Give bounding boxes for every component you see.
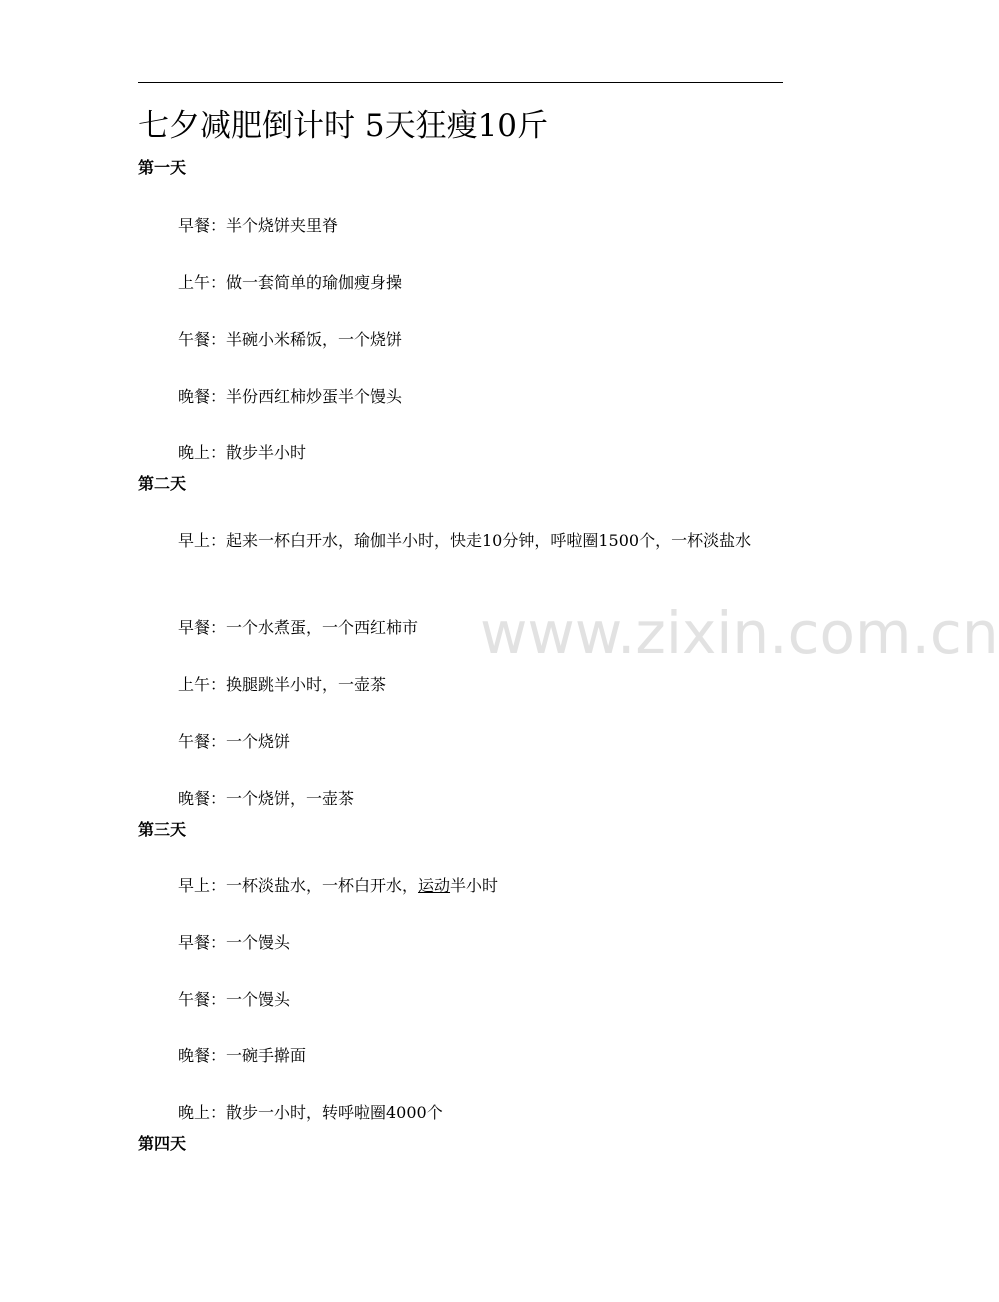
schedule-entry: 晚餐：一个烧饼，一壶茶 <box>178 789 355 808</box>
schedule-entry <box>138 871 783 900</box>
schedule-entry: 上午：换腿跳半小时，一壶茶 <box>178 675 387 694</box>
schedule-entry: 午餐：一个烧饼 <box>178 732 291 751</box>
schedule-entry: 晚餐：半份西红柿炒蛋半个馒头 <box>178 387 403 406</box>
schedule-entry: 早餐：一个水煮蛋，一个西红柿市 <box>178 618 419 637</box>
exercise-link[interactable]: 运动 <box>418 876 451 895</box>
schedule-entry: 早餐：半个烧饼夹里脊 <box>178 216 339 235</box>
header-rule <box>138 82 783 83</box>
schedule-entry: 晚上：散步半小时 <box>178 443 307 462</box>
day-heading: 第一天 <box>138 158 187 177</box>
watermark: www.zixin.com.cn <box>480 599 999 667</box>
entry-text: 半小时 <box>450 876 499 895</box>
schedule-entry: 早餐：一个馒头 <box>178 933 291 952</box>
schedule-entry: 早上：起来一杯白开水，瑜伽半小时，快走10分钟，呼啦圈1500个，一杯淡盐水 <box>178 531 752 550</box>
schedule-entry: 晚餐：一碗手擀面 <box>178 1046 307 1065</box>
schedule-entry: 上午：做一套简单的瑜伽瘦身操 <box>178 273 403 292</box>
day-heading: 第三天 <box>138 820 187 839</box>
day-heading: 第四天 <box>138 1134 187 1153</box>
schedule-entry: 午餐：一个馒头 <box>178 990 291 1009</box>
schedule-entry: 午餐：半碗小米稀饭，一个烧饼 <box>178 330 403 349</box>
schedule-entry: 晚上：散步一小时，转呼啦圈4000个 <box>178 1103 443 1122</box>
page-title: 七夕减肥倒计时 5天狂瘦10斤 <box>138 108 549 144</box>
entry-text: 早上：一杯淡盐水，一杯白开水， <box>178 876 419 895</box>
day-heading: 第二天 <box>138 474 187 493</box>
